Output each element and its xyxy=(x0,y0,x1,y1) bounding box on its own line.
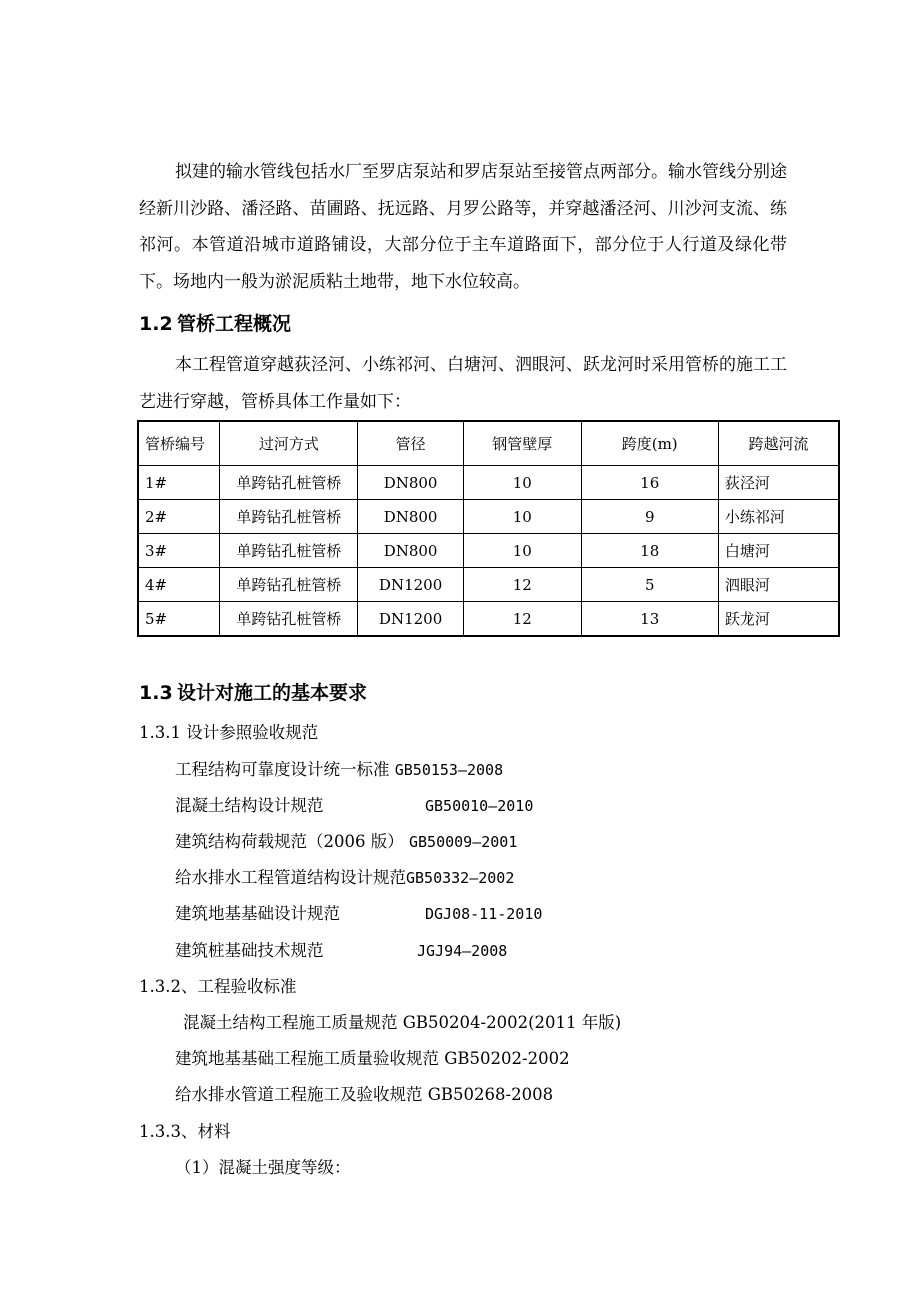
cell-crossing-method: 单跨钻孔桩管桥 xyxy=(220,602,358,637)
cell-crossing-method: 单跨钻孔桩管桥 xyxy=(220,534,358,568)
spec-name: 工程结构可靠度设计统一标准 xyxy=(175,760,390,779)
spec-item xyxy=(175,867,514,889)
cell-river: 白塘河 xyxy=(718,534,839,568)
spec-item xyxy=(175,795,534,817)
spec-code: DGJ08-11-2010 xyxy=(425,905,543,923)
cell-crossing-method: 单跨钻孔桩管桥 xyxy=(220,500,358,534)
cell-bridge-id: 3# xyxy=(138,534,220,568)
cell-river: 泗眼河 xyxy=(718,568,839,602)
cell-river: 荻泾河 xyxy=(718,466,839,500)
standard-item: 混凝土结构工程施工质量规范 GB50204-2002(2011 年版) xyxy=(183,1013,622,1032)
cell-bridge-id: 2# xyxy=(138,500,220,534)
cell-span: 9 xyxy=(581,500,718,534)
section-1-2-paragraph xyxy=(139,347,787,420)
table-row xyxy=(138,466,839,500)
cell-pipe-diameter: DN800 xyxy=(358,534,464,568)
standard-item: 给水排水管道工程施工及验收规范 GB50268-2008 xyxy=(175,1085,554,1104)
table-row xyxy=(138,602,839,637)
cell-span: 18 xyxy=(581,534,718,568)
pipe-bridge-table xyxy=(137,420,840,637)
spec-item xyxy=(175,940,508,962)
cell-wall-thickness: 10 xyxy=(463,466,581,500)
cell-crossing-method: 单跨钻孔桩管桥 xyxy=(220,466,358,500)
cell-pipe-diameter: DN800 xyxy=(358,466,464,500)
section-title: 管桥工程概况 xyxy=(177,313,292,335)
spec-name: 建筑地基基础设计规范 xyxy=(175,904,340,923)
spec-item xyxy=(175,903,543,925)
cell-wall-thickness: 10 xyxy=(463,534,581,568)
section-heading-1-2 xyxy=(139,312,291,336)
spec-name: 给水排水工程管道结构设计规范 xyxy=(175,868,406,887)
spec-name: 建筑结构荷载规范（2006 版） xyxy=(175,832,404,851)
cell-river: 跃龙河 xyxy=(718,602,839,637)
intro-text: 拟建的输水管线包括水厂至罗店泵站和罗店泵站至接管点两部分。输水管线分别途经新川沙路、潘泾路、苗圃路、抚远路、月罗公路等，并穿越潘泾河、川沙河支流、练祁河。本管道沿城市道路铺设，大部分位于主车道路面下，部分位于人行道及绿化带下。场地内一般为淤泥质粘土地带，地下水位较高。 xyxy=(139,162,787,292)
cell-crossing-method: 单跨钻孔桩管桥 xyxy=(220,568,358,602)
cell-pipe-diameter: DN1200 xyxy=(358,602,464,637)
header-pipe-diameter: 管径 xyxy=(358,421,464,466)
cell-bridge-id: 4# xyxy=(138,568,220,602)
cell-wall-thickness: 12 xyxy=(463,568,581,602)
header-span: 跨度(m) xyxy=(581,421,718,466)
cell-span: 5 xyxy=(581,568,718,602)
cell-span: 16 xyxy=(581,466,718,500)
spec-name: 混凝土结构设计规范 xyxy=(175,796,324,815)
cell-pipe-diameter: DN800 xyxy=(358,500,464,534)
material-item: （1）混凝土强度等级： xyxy=(175,1158,351,1177)
subheading-1-3-3: 1.3.3、材料 xyxy=(139,1122,231,1141)
spec-item xyxy=(175,831,517,853)
section-heading-1-3 xyxy=(139,681,367,705)
cell-bridge-id: 1# xyxy=(138,466,220,500)
spec-name: 建筑桩基础技术规范 xyxy=(175,941,324,960)
table-row xyxy=(138,500,839,534)
header-wall-thickness: 钢管壁厚 xyxy=(463,421,581,466)
cell-pipe-diameter: DN1200 xyxy=(358,568,464,602)
table-row xyxy=(138,568,839,602)
header-bridge-id: 管桥编号 xyxy=(138,421,220,466)
spec-code: JGJ94—2008 xyxy=(417,942,508,960)
table-row xyxy=(138,534,839,568)
section-title: 设计对施工的基本要求 xyxy=(177,682,368,704)
spec-code: GB50010—2010 xyxy=(425,797,534,815)
cell-river: 小练祁河 xyxy=(718,500,839,534)
spec-code: GB50153—2008 xyxy=(394,761,504,779)
spec-code: GB50009—2001 xyxy=(409,833,518,851)
cell-wall-thickness: 10 xyxy=(463,500,581,534)
cell-wall-thickness: 12 xyxy=(463,602,581,637)
spec-item xyxy=(175,759,503,781)
intro-paragraph xyxy=(139,154,787,300)
subheading-1-3-2: 1.3.2、工程验收标准 xyxy=(139,977,297,996)
spec-code: GB50332—2002 xyxy=(406,869,515,887)
standard-item: 建筑地基基础工程施工质量验收规范 GB50202-2002 xyxy=(175,1049,570,1068)
header-river: 跨越河流 xyxy=(718,421,839,466)
cell-span: 13 xyxy=(581,602,718,637)
cell-bridge-id: 5# xyxy=(138,602,220,637)
subheading-1-3-1: 1.3.1 设计参照验收规范 xyxy=(139,723,319,742)
table-header-row xyxy=(138,421,839,466)
header-crossing-method: 过河方式 xyxy=(220,421,358,466)
section-number: 1.2 xyxy=(139,313,173,335)
section-number: 1.3 xyxy=(139,682,173,704)
section-1-2-text: 本工程管道穿越荻泾河、小练祁河、白塘河、泗眼河、跃龙河时采用管桥的施工工艺进行穿越，管桥具体工作量如下： xyxy=(139,355,787,412)
